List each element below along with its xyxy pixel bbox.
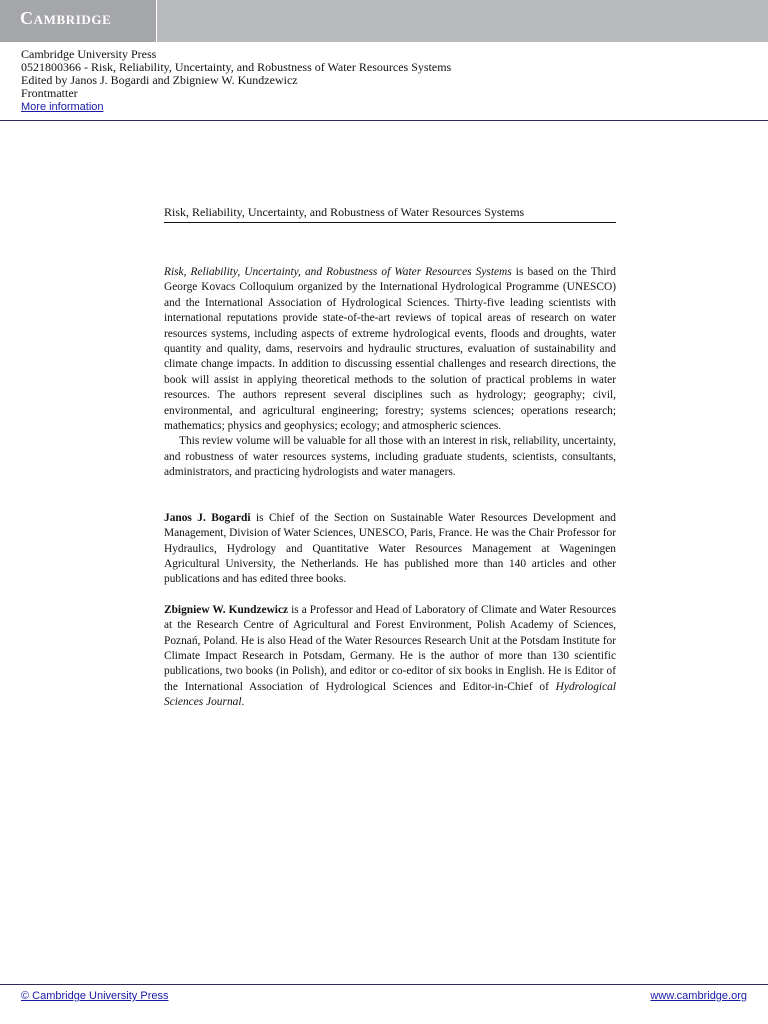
publisher-logo <box>0 0 157 42</box>
page-body <box>164 265 616 711</box>
blurb-paragraph-2: This review volume will be valuable for all those with an interest in risk, reliability, uncertainty, and robustness of water resources systems, including graduate students, scientists, consultants, administrators, and practicing hydrologists and water managers. <box>164 435 616 479</box>
page-title: Risk, Reliability, Uncertainty, and Robustness of Water Resources Systems <box>164 205 525 219</box>
author-bio-end-2: . <box>241 696 245 709</box>
blurb-title-italic: Risk, Reliability, Uncertainty, and Robustness of Water Resources Systems <box>164 266 512 278</box>
title-divider <box>164 222 616 223</box>
publisher-name: Cambridge University Press <box>21 47 157 61</box>
isbn-title: 0521800366 - Risk, Reliability, Uncertainty, and Robustness of Water Resources Systems <box>21 60 452 74</box>
document-header <box>21 48 451 114</box>
author-name-1: Janos J. Bogardi <box>164 511 251 524</box>
footer-divider <box>0 984 768 985</box>
more-information-link[interactable]: More information <box>21 101 104 113</box>
copyright-link[interactable]: © Cambridge University Press <box>21 990 169 1002</box>
editors-line: Edited by Janos J. Bogardi and Zbigniew W. Kundzewicz <box>21 73 298 87</box>
author-name-2: Zbigniew W. Kundzewicz <box>164 603 289 616</box>
blurb-paragraph-1 <box>164 265 616 434</box>
author-bio-2 <box>164 603 616 711</box>
website-link[interactable]: www.cambridge.org <box>650 990 747 1002</box>
blurb-text-1: is based on the Third George Kovacs Colloquium organized by the International Hydrological Programme (UNESCO) and the International Association of Hydrological Sciences. Thirty-five leading scientists with international reputations provide state-of-the-art reviews of topical areas of research on water resources systems, including aspects of extreme hydrological events, floods and droughts, water quantity and quality, dams, reservoirs and hydraulic structures, evaluation of sustainability and climate change impacts. In addition to discussing essential challenges and research directions, the book will assist in applying theoretical methods to the solution of practical problems in water resources. The authors represent several disciplines such as hydrology; geography; civil, environmental, and agricultural engineering; forestry; systems sciences; operations research; mathematics; physics and geophysics; ecology; and atmospheric sciences. <box>164 266 616 433</box>
header-divider <box>0 120 768 121</box>
author-bio-1 <box>164 511 616 588</box>
author-bio-text-1: is Chief of the Section on Sustainable Water Resources Development and Management, Division of Water Sciences, UNESCO, Paris, France. He was the Chair Professor for Hydraulics, Hydrology and Quantitative Water Resources Management at Wageningen Agricultural University, the Netherlands. He has published more than 140 articles and other publications and has edited three books. <box>164 511 616 586</box>
section-label: Frontmatter <box>21 86 78 100</box>
logo-text: Cambridge <box>20 8 112 28</box>
journal-name: Hydrological Sciences Journal <box>164 680 616 709</box>
author-bio-text-2: is a Professor and Head of Laboratory of Climate and Water Resources at the Research Centre of Agricultural and Forest Environment, Polish Academy of Sciences, Poznań, Poland. He is also Head of the Water Resources Research Unit at the Potsdam Institute for Climate Impact Research in Potsdam, Germany. He is the author of more than 130 scientific publications, two books (in Polish), and editor or co-editor of six books in English. He is Editor of the International Association of Hydrological Sciences and Editor-in-Chief of <box>164 603 617 693</box>
top-banner <box>0 0 768 42</box>
